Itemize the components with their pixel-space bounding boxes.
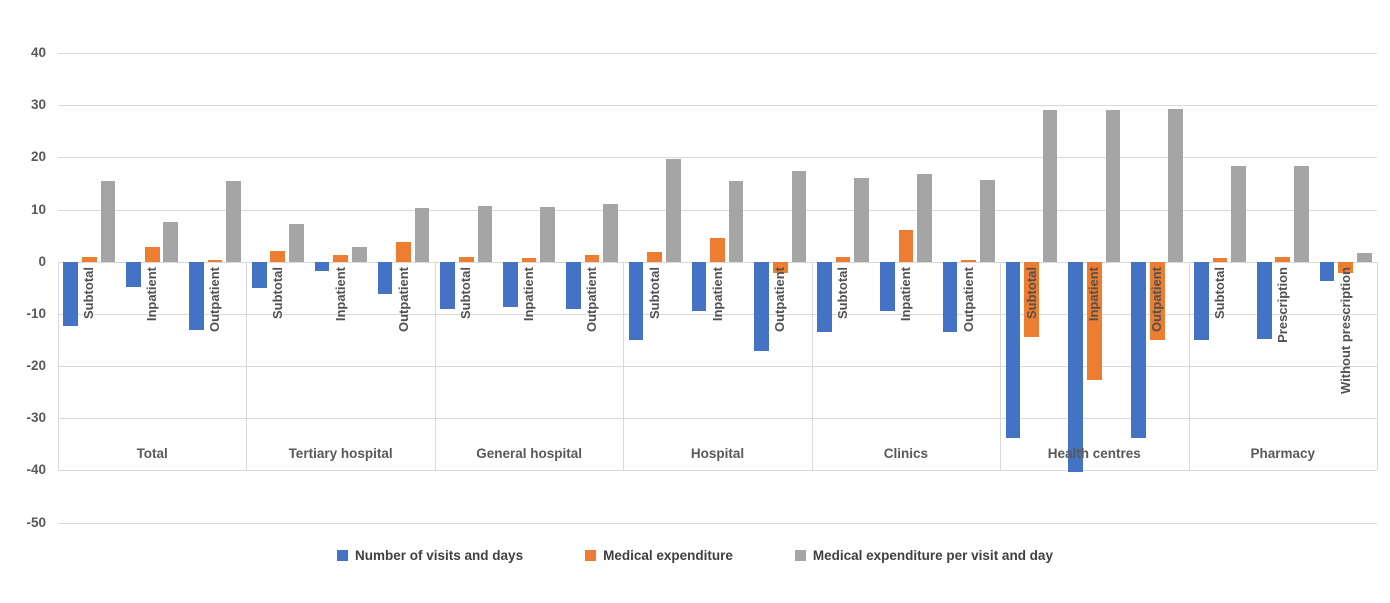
category-item-label: Subtotal xyxy=(458,266,474,319)
category-item-label: Outpatient xyxy=(395,266,411,332)
bar-medical-expenditure-per-visit-and-day xyxy=(980,180,995,261)
bar-number-of-visits-and-days xyxy=(817,262,832,332)
bar-number-of-visits-and-days xyxy=(1320,262,1335,282)
bar-number-of-visits-and-days xyxy=(440,262,455,310)
category-item-label: Without prescription xyxy=(1337,266,1353,394)
bar-number-of-visits-and-days xyxy=(692,262,707,311)
gridline xyxy=(58,53,1377,54)
category-item-label: Inpatient xyxy=(897,266,913,321)
bar-medical-expenditure-per-visit-and-day xyxy=(729,181,744,261)
category-group-divider xyxy=(246,262,247,471)
category-item-label: Subtotal xyxy=(646,266,662,319)
bar-medical-expenditure xyxy=(522,258,537,262)
legend-swatch-icon xyxy=(337,550,348,561)
legend-item xyxy=(585,548,733,563)
bar-medical-expenditure-per-visit-and-day xyxy=(1168,109,1183,261)
bar-medical-expenditure xyxy=(961,260,976,262)
bar-number-of-visits-and-days xyxy=(252,262,267,288)
y-axis-tick-label: -10 xyxy=(26,305,46,321)
bar-number-of-visits-and-days xyxy=(1131,262,1146,438)
bar-medical-expenditure-per-visit-and-day xyxy=(1357,253,1372,262)
category-group-divider xyxy=(58,262,59,471)
category-group-label: Pharmacy xyxy=(1250,446,1316,461)
category-item-label: Inpatient xyxy=(144,266,160,321)
gridline xyxy=(58,523,1377,524)
legend-label: Medical expenditure per visit and day xyxy=(812,548,1053,563)
gridline xyxy=(58,470,1377,471)
bar-number-of-visits-and-days xyxy=(378,262,393,294)
category-item-label: Outpatient xyxy=(772,266,788,332)
bar-medical-expenditure xyxy=(1275,257,1290,262)
legend-item xyxy=(795,548,1053,563)
category-group-label: Tertiary hospital xyxy=(288,446,393,461)
category-item-label: Outpatient xyxy=(960,266,976,332)
bar-medical-expenditure-per-visit-and-day xyxy=(854,178,869,262)
y-axis-tick-label: 30 xyxy=(30,97,46,113)
category-item-label: Inpatient xyxy=(521,266,537,321)
bar-medical-expenditure xyxy=(396,242,411,261)
bar-medical-expenditure xyxy=(899,230,914,261)
category-group-divider xyxy=(1189,262,1190,471)
gridline xyxy=(58,105,1377,106)
legend-swatch-icon xyxy=(795,550,806,561)
category-group-divider xyxy=(1377,262,1378,471)
bar-medical-expenditure-per-visit-and-day xyxy=(540,207,555,261)
category-item-label: Subtotal xyxy=(1212,266,1227,319)
bar-medical-expenditure xyxy=(647,252,662,262)
legend-label: Medical expenditure xyxy=(603,548,733,563)
bar-medical-expenditure xyxy=(459,257,474,262)
category-group-label: Clinics xyxy=(883,446,929,461)
y-axis-tick-label: 40 xyxy=(30,45,46,60)
bar-medical-expenditure-per-visit-and-day xyxy=(478,206,493,261)
bar-medical-expenditure-per-visit-and-day xyxy=(1043,110,1058,261)
bar-medical-expenditure xyxy=(270,251,285,261)
bar-number-of-visits-and-days xyxy=(1068,262,1083,473)
legend-swatch-icon xyxy=(585,550,596,561)
bar-medical-expenditure xyxy=(585,255,600,261)
category-item-label: Subtotal xyxy=(269,266,285,319)
category-group-label: General hospital xyxy=(476,446,582,461)
y-axis-tick-label: -40 xyxy=(26,462,46,478)
bar-medical-expenditure-per-visit-and-day xyxy=(917,174,932,262)
category-group-label: Health centres xyxy=(1047,446,1141,461)
bar-medical-expenditure-per-visit-and-day xyxy=(666,159,681,261)
bar-number-of-visits-and-days xyxy=(1257,262,1272,340)
gridline xyxy=(58,418,1377,419)
category-item-label: Prescription xyxy=(1274,266,1290,343)
y-axis-tick-label: -50 xyxy=(26,514,46,530)
bar-number-of-visits-and-days xyxy=(126,262,141,287)
gridline xyxy=(58,366,1377,367)
category-group-divider xyxy=(812,262,813,471)
bar-medical-expenditure-per-visit-and-day xyxy=(289,224,304,262)
bar-number-of-visits-and-days xyxy=(1006,262,1021,438)
bar-medical-expenditure xyxy=(82,257,97,262)
y-axis-tick-label: -20 xyxy=(26,358,46,374)
bar-number-of-visits-and-days xyxy=(880,262,895,311)
legend xyxy=(0,548,1390,563)
category-item-label: Subtotal xyxy=(81,266,97,319)
bar-medical-expenditure-per-visit-and-day xyxy=(101,181,116,261)
legend-label: Number of visits and days xyxy=(355,548,524,563)
bar-medical-expenditure xyxy=(836,257,851,262)
bar-number-of-visits-and-days xyxy=(315,262,330,271)
category-group-divider xyxy=(435,262,436,471)
category-item-label: Inpatient xyxy=(332,266,348,321)
category-item-label: Outpatient xyxy=(583,266,599,332)
bar-medical-expenditure-per-visit-and-day xyxy=(226,181,241,261)
bar-number-of-visits-and-days xyxy=(629,262,644,340)
category-group-divider xyxy=(1000,262,1001,471)
bar-medical-expenditure-per-visit-and-day xyxy=(1106,110,1121,261)
bar-number-of-visits-and-days xyxy=(1194,262,1209,340)
bar-medical-expenditure xyxy=(1213,258,1228,262)
bar-number-of-visits-and-days xyxy=(63,262,78,327)
bar-medical-expenditure-per-visit-and-day xyxy=(352,247,367,262)
category-item-label: Inpatient xyxy=(709,266,725,321)
category-group-label: Total xyxy=(136,446,168,461)
y-axis-tick-label: 20 xyxy=(30,149,46,165)
bar-medical-expenditure-per-visit-and-day xyxy=(1294,166,1309,262)
bar-number-of-visits-and-days xyxy=(943,262,958,332)
y-axis-tick-label: 0 xyxy=(38,253,46,269)
bar-number-of-visits-and-days xyxy=(503,262,518,307)
category-item-label: Outpatient xyxy=(207,266,222,332)
category-item-label: Inpatient xyxy=(1086,266,1102,321)
bar-medical-expenditure-per-visit-and-day xyxy=(415,208,430,262)
bar-number-of-visits-and-days xyxy=(754,262,769,352)
bar-number-of-visits-and-days xyxy=(189,262,204,330)
bar-medical-expenditure xyxy=(710,238,725,262)
bar-medical-expenditure xyxy=(333,255,348,261)
bar-medical-expenditure-per-visit-and-day xyxy=(163,222,178,262)
y-axis-tick-label: -30 xyxy=(26,410,46,426)
bar-medical-expenditure xyxy=(208,260,223,262)
bar-medical-expenditure-per-visit-and-day xyxy=(792,171,807,262)
legend-item xyxy=(337,548,523,563)
bar-medical-expenditure-per-visit-and-day xyxy=(1231,166,1246,262)
bar-medical-expenditure-per-visit-and-day xyxy=(603,204,618,261)
category-group-label: Hospital xyxy=(690,446,745,461)
bar-number-of-visits-and-days xyxy=(566,262,581,310)
category-item-label: Outpatient xyxy=(1149,266,1165,332)
category-group-divider xyxy=(623,262,624,471)
bar-medical-expenditure xyxy=(145,247,160,262)
y-axis-tick-label: 10 xyxy=(30,201,46,217)
category-item-label: Subtotal xyxy=(835,266,851,319)
category-item-label: Subtotal xyxy=(1023,266,1039,319)
